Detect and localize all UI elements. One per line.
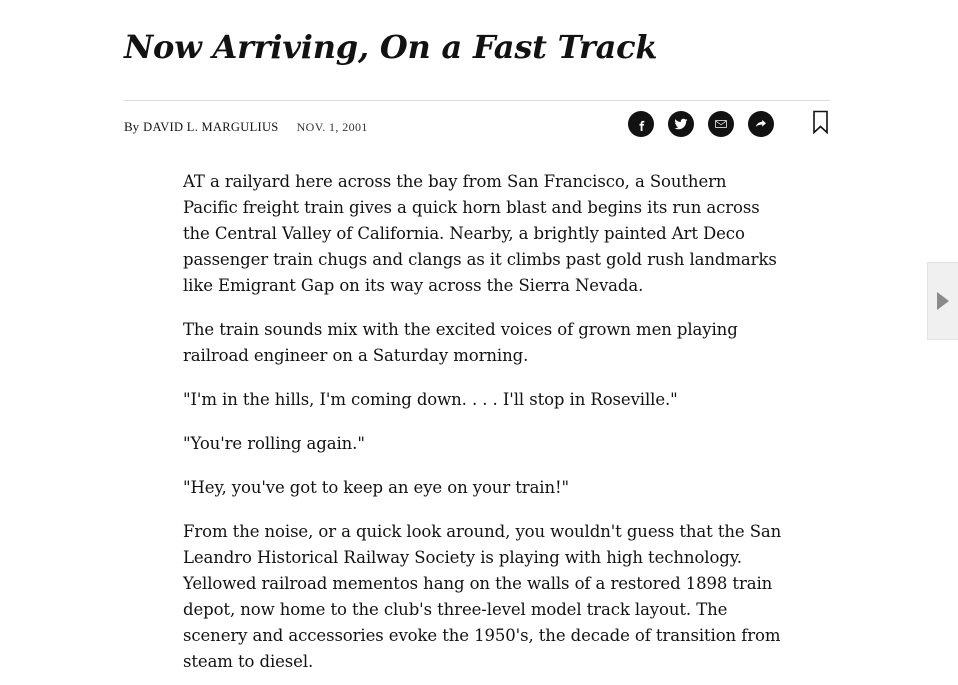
share-arrow-icon — [754, 117, 768, 131]
article-paragraph: "You're rolling again." — [183, 434, 365, 453]
article-container — [124, 0, 830, 675]
article-body — [183, 157, 783, 675]
bookmark-icon — [812, 110, 829, 139]
byline-by-label: By — [124, 119, 140, 134]
byline-date: NOV. 1, 2001 — [296, 120, 368, 134]
email-share-button[interactable] — [708, 111, 734, 137]
article-paragraph: "I'm in the hills, I'm coming down. . . . I'll stop in Roseville." — [183, 390, 678, 409]
more-share-button[interactable] — [748, 111, 774, 137]
article-paragraph: From the noise, or a quick look around, you wouldn't guess that the San Leandro Historical Railway Society is playing with high technology. Yellowed railroad mementos hang on the walls of a restored 1898 train depot, now home to the club's three-level model track layout. The scenery and accessories evoke the 1950's, the decade of transition from steam to diesel. — [183, 522, 782, 671]
facebook-icon — [635, 118, 648, 131]
byline-author[interactable]: DAVID L. MARGULIUS — [143, 120, 279, 134]
share-toolbar — [614, 109, 830, 139]
expand-panel-button[interactable] — [927, 262, 958, 340]
article-paragraph: AT a railyard here across the bay from San Francisco, a Southern Pacific freight train gives a quick horn blast and begins its run across the Central Valley of California. Nearby, a brightly painted Art Deco passenger train chugs and clangs as it climbs past gold rush landmarks like Emigrant Gap on its way across the Sierra Nevada. — [183, 172, 777, 295]
article-paragraph: "Hey, you've got to keep an eye on your train!" — [183, 478, 570, 497]
page-title: Now Arriving, On a Fast Track — [124, 28, 658, 66]
email-icon — [714, 117, 728, 131]
byline-row — [124, 101, 830, 157]
byline — [124, 118, 368, 136]
article-paragraph: The train sounds mix with the excited voices of grown men playing railroad engineer on a Saturday morning. — [183, 320, 738, 365]
chevron-right-icon — [937, 292, 949, 310]
twitter-share-button[interactable] — [668, 111, 694, 137]
save-article-button[interactable] — [810, 109, 830, 139]
twitter-icon — [674, 117, 688, 131]
facebook-share-button[interactable] — [628, 111, 654, 137]
